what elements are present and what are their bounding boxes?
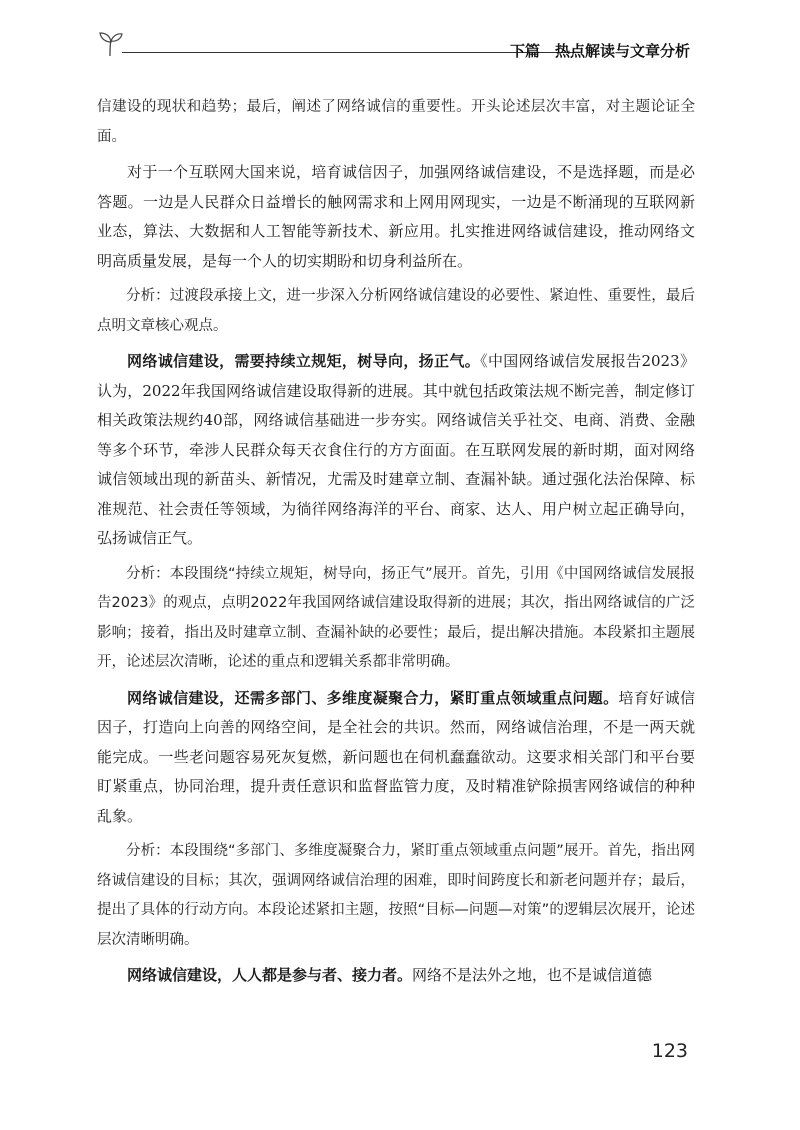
- paragraph-text: 《中国网络诚信发展报告2023》认为，2022年我国网络诚信建设取得新的进展。其中就包括政策法规不断完善，制定修订相关政策法规约40部，网络诚信基础进一步夯实。网络诚信关乎社交、电商、消费、金融等多个环节，牵涉人民群众每天衣食住行的方方面面。在互联网发展的新时期，面对网络诚信领域出现的新苗头、新情况，尤需及时建章立制、查漏补缺。通过强化法治保障、标准规范、社会责任等领域，为徜徉网络海洋的平台、商家、达人、用户树立起正确导向，弘扬诚信正气。: [97, 352, 695, 547]
- analysis-paragraph: [97, 837, 695, 955]
- body-paragraph: [97, 347, 695, 554]
- lead-sentence: 网络诚信建设，还需多部门、多维度凝聚合力，紧盯重点领域重点问题。: [127, 688, 619, 707]
- header-title: 下篇 热点解读与文章分析: [509, 42, 690, 60]
- paragraph-text: 信建设的现状和趋势；最后，阐述了网络诚信的重要性。开头论述层次丰富，对主题论证全面。: [97, 99, 695, 145]
- lead-sentence: 网络诚信建设，需要持续立规矩，树导向，扬正气。: [127, 352, 481, 370]
- body-paragraph: [97, 158, 695, 276]
- analysis-paragraph: [97, 282, 695, 341]
- paragraph-text: 对于一个互联网大国来说，培育诚信因子，加强网络诚信建设，不是选择题，而是必答题。一边是人民群众日益增长的触网需求和上网用网现实，一边是不断涌现的互联网新业态，算法、大数据和人工智能等新技术、新应用。扎实推进网络诚信建设，推动网络文明高质量发展，是每一个人的切实期盼和切身利益所在。: [97, 163, 695, 270]
- body-paragraph: [97, 961, 695, 991]
- analysis-paragraph: [97, 93, 695, 152]
- paragraph-text: 分析：过渡段承接上文，进一步深入分析网络诚信建设的必要性、紧迫性、重要性，最后点明文章核心观点。: [97, 288, 695, 334]
- page-number: 123: [651, 1040, 688, 1062]
- sprout-icon: [98, 30, 124, 58]
- analysis-paragraph: [97, 560, 695, 678]
- running-header: [98, 30, 698, 70]
- body-paragraph: [97, 684, 695, 832]
- paragraph-text: 培育好诚信因子，打造向上向善的网络空间，是全社会的共识。然而，网络诚信治理，不是一两天就能完成。一些老问题容易死灰复燃，新问题也在伺机蠢蠢欲动。这要求相关部门和平台要盯紧重点，协同治理，提升责任意识和监督监管力度，及时精准铲除损害网络诚信的种种乱象。: [97, 688, 695, 825]
- lead-sentence: 网络诚信建设，人人都是参与者、接力者。: [127, 966, 413, 984]
- paragraph-text: 分析：本段围绕“持续立规矩，树导向，扬正气”展开。首先，引用《中国网络诚信发展报告2023》的观点，点明2022年我国网络诚信建设取得新的进展；其次，指出网络诚信的广泛影响；接着，指出及时建章立制、查漏补缺的必要性；最后，提出解决措施。本段紧扣主题展开，论述层次清晰，论述的重点和逻辑关系都非常明确。: [97, 565, 695, 670]
- page-body: [97, 93, 695, 997]
- paragraph-text: 分析：本段围绕“多部门、多维度凝聚合力，紧盯重点领域重点问题”展开。首先，指出网络诚信建设的目标；其次，强调网络诚信治理的困难，即时间跨度长和新老问题并存；最后，提出了具体的行动方向。本段论述紧扣主题，按照“目标—问题—对策”的逻辑层次展开，论述层次清晰明确。: [97, 843, 695, 948]
- paragraph-text: 网络不是法外之地，也不是诚信道德: [412, 966, 653, 984]
